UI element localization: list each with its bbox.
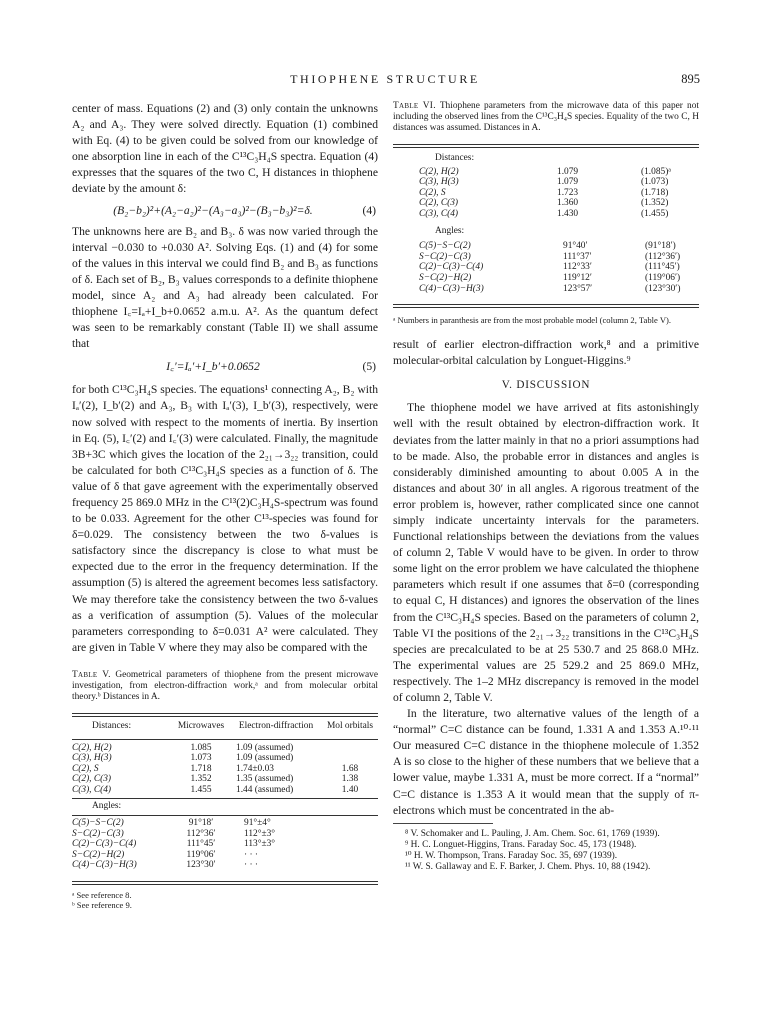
table-vi-angles-row	[393, 220, 699, 242]
reference-item: ⁹ H. C. Longuet-Higgins, Trans. Faraday Soc. 45, 173 (1948).	[405, 839, 637, 850]
table-cell: (119°06′)	[645, 272, 681, 283]
table-cell: C(2), H(2)	[72, 742, 112, 753]
table-vi-caption	[393, 101, 699, 134]
table-cell: 1.09 (assumed)	[236, 742, 294, 753]
table-cell: S−C(2)−C(3)	[419, 251, 471, 262]
table-cell: C(3), H(3)	[419, 177, 459, 188]
table-v-top-rule	[72, 713, 378, 717]
left-paragraph-1: center of mass. Equations (2) and (3) only contain the unknowns A₂ and A₃. They were solved directly. Equation (1) combined with Eq. (4) to be given could be solved from our knowledge of one absorption line in each of the C¹³C₃H₄S spectra. Equation (4) expresses that the squares of the two C, H distances in thiophene deviate by the amount δ:	[72, 102, 378, 196]
table-vi-row	[393, 284, 699, 295]
table-cell: 1.079	[557, 177, 579, 188]
left-paragraph-3: for both C¹³C₃H₄S species. The equations¹ connecting A₂, B₂ with Iₐ′(2), I_b′(2) and A₃, B₃ with Iₐ′(3), I_b′(3), respectively, were now solved with respect to the moments of inertia. By insertion in Eq. (5), I꜀′(2) and I꜀′(3) were calculated. Finally, the magnitude 3B+3C which gives the location of the 2₂₁→3₂₂ transition, could be calculated for both C¹³C₃H₄S species as a function of δ. The value of δ that gave agreement with the experimentally observed frequency 25 869.0 MHz in the C¹³(2)C₃H₄S-spectrum was found to be 0.033. Agreement for the other C¹³-species was found for δ=0.029. The consistency between the two δ-values is satisfactory since the discrepancy is close to what must be expected due to the error in the frequency determination. If the assumption (5) is altered the agreement becomes less satisfactory. We may therefore take the consistency between the two δ-values as a verification of assumption (5). Values of the molecular parameters corresponding to δ=0.031 A² were calculated. They are given in Table V where they may also be compared with the	[72, 383, 378, 654]
table-v-caption	[72, 670, 378, 703]
table-cell: 1.455	[190, 784, 212, 795]
table-cell: (1.718)	[641, 187, 669, 198]
table-cell: 112°36′	[186, 828, 216, 839]
table-cell: 1.073	[190, 753, 212, 764]
table-v-label: Table V.	[72, 669, 111, 680]
table-vi-row	[393, 198, 699, 209]
table-cell	[322, 753, 378, 764]
table-cell: 1.74±0.03	[236, 763, 274, 774]
table-cell: C(2), H(2)	[419, 166, 459, 177]
table-cell: 1.723	[557, 187, 579, 198]
table-cell: 91°40′	[563, 241, 588, 252]
table-cell: 113°±3°	[244, 839, 276, 850]
table-cell: C(2), C(3)	[72, 774, 112, 785]
table-cell: 112°33′	[563, 262, 592, 273]
table-cell: C(2), S	[72, 763, 99, 774]
table-cell: S−C(2)−H(2)	[419, 272, 472, 283]
table-cell: C(5)−S−C(2)	[419, 241, 471, 252]
table-cell: (123°30′)	[645, 283, 681, 294]
table-v-col-header: Distances:	[92, 720, 132, 731]
equation-4	[72, 203, 378, 219]
table-cell: 1.085	[190, 742, 212, 753]
table-v-footnotes	[72, 890, 378, 910]
table-cell: (91°18′)	[645, 241, 676, 252]
reference-item: ⁸ V. Schomaker and L. Pauling, J. Am. Chem. Soc. 61, 1769 (1939).	[405, 828, 660, 839]
table-cell: C(2), C(3)	[419, 198, 459, 209]
table-cell: 1.352	[190, 774, 212, 785]
table-cell: (111°45′)	[645, 262, 680, 273]
table-cell: S−C(2)−C(3)	[72, 828, 124, 839]
table-vi-distances-label: Distances:	[435, 153, 475, 163]
table-vi-row	[393, 188, 699, 199]
table-cell: C(3), H(3)	[72, 753, 112, 764]
equation-4-number: (4)	[362, 203, 376, 217]
table-v-angles-row	[72, 799, 378, 815]
table-cell: 123°57′	[563, 283, 593, 294]
table-vi	[393, 101, 699, 325]
equation-5-text: I꜀′=Iₐ′+I_b′+0.0652	[166, 360, 260, 374]
table-cell: C(2)−C(3)−C(4)	[419, 262, 484, 273]
table-vi-bottom-rule	[393, 304, 699, 308]
table-v-grid	[72, 721, 378, 871]
table-cell: 111°45′	[186, 839, 216, 850]
table-cell: (1.352)	[641, 198, 669, 209]
table-cell: 1.38	[341, 774, 359, 785]
table-cell: 1.360	[557, 198, 579, 209]
table-cell: C(3), C(4)	[72, 784, 112, 795]
table-v-row	[72, 818, 378, 829]
table-v-angles-rule	[72, 815, 378, 816]
table-cell: C(2)−C(3)−C(4)	[72, 839, 137, 850]
table-cell: 1.079	[557, 166, 579, 177]
table-vi-footnote: ᵃ Numbers in paranthesis are from the most probable model (column 2, Table V).	[393, 315, 672, 326]
reference-item: ¹⁰ H. W. Thompson, Trans. Faraday Soc. 35, 697 (1939).	[405, 850, 618, 861]
table-vi-row	[393, 252, 699, 263]
section-heading-discussion: V. DISCUSSION	[501, 379, 591, 392]
table-vi-label: Table VI.	[393, 101, 436, 111]
table-v-row	[72, 850, 378, 861]
running-header	[70, 72, 700, 88]
table-v-row	[72, 839, 378, 850]
right-paragraph-3: In the literature, two alternative values of the length of a “normal” C=C distance can be found, 1.331 A and 1.353 A.¹⁰·¹¹ Our measured C=C distance in the thiophene molecule of 1.352 A is so close to the higher of these numbers that we believe that a lower value, maybe 1.331 A, must be more correct. If a “normal” C=C distance is 1.353 A it would mean that the supply of π-electrons which must be concentrated in the ab-	[393, 707, 699, 817]
table-v-col-header: Mol orbitals	[326, 720, 374, 731]
table-v-row	[72, 829, 378, 840]
table-cell: 1.44 (assumed)	[236, 784, 294, 795]
table-cell: 91°18′	[188, 818, 214, 829]
table-v-row	[72, 764, 378, 775]
table-cell: 1.40	[341, 784, 359, 795]
table-cell: C(4)−C(3)−H(3)	[72, 860, 137, 871]
table-v-col-header: Microwaves	[177, 720, 225, 731]
table-v-row	[72, 860, 378, 871]
table-cell	[322, 743, 378, 754]
table-cell: 1.718	[190, 763, 212, 774]
table-vi-top-rule	[393, 144, 699, 148]
table-cell: (1.085)ᵃ	[641, 166, 671, 177]
table-cell: 1.09 (assumed)	[236, 753, 294, 764]
running-title: THIOPHENE STRUCTURE	[290, 72, 480, 86]
equation-5	[72, 359, 378, 375]
table-v-bottom-rule	[72, 881, 378, 885]
equation-4-text: (B₂−b₂)²+(A₂−a₂)²−(A₃−a₃)²−(B₃−b₃)²=δ.	[113, 203, 313, 217]
table-v-row	[72, 743, 378, 754]
table-cell: C(2), S	[419, 187, 446, 198]
table-cell: 119°06′	[186, 849, 216, 860]
table-cell: 119°12′	[563, 272, 592, 283]
table-v-caption-text: Geometrical parameters of thiophene from the present microwave investigation, from electron-diffraction work,ᵃ and from molecular orbital theory.ᵇ Distances in A.	[72, 669, 378, 702]
table-vi-distances-row	[393, 153, 699, 167]
table-cell: 111°37′	[563, 251, 592, 262]
table-v-row	[72, 785, 378, 796]
table-cell: (1.455)	[641, 208, 669, 219]
table-vi-row	[393, 241, 699, 252]
references	[393, 829, 699, 873]
table-cell: 112°±3°	[244, 828, 276, 839]
table-vi-row	[393, 273, 699, 284]
right-column	[393, 101, 699, 873]
table-v	[72, 670, 378, 910]
right-paragraph-1: result of earlier electron-diffraction work,⁸ and a primitive molecular-orbital calculation by Longuet-Higgins.⁹	[393, 338, 699, 368]
table-cell: C(5)−S−C(2)	[72, 818, 124, 829]
reference-item: ¹¹ W. S. Gallaway and E. F. Barker, J. Chem. Phys. 10, 88 (1942).	[405, 861, 651, 872]
table-v-row	[72, 774, 378, 785]
table-vi-row	[393, 167, 699, 178]
right-paragraph-2: The thiophene model we have arrived at fits astonishingly well with the result obtained by electron-diffraction work. It deviates from the latter mainly in that no a priori assumptions had to be made. Also, the probable error in distances and angles is considerably diminished amounting to about 0.005 A in the distances and about 30′ in all angles. A rigorous treatment of the error problem is, however, rather complicated since one cannot simply indicate uncertainty intervals for the parameters. Functional relationships between the deviations from the values of column 2, Table V would have to be given. In order to throw some light on the error problem we have calculated the thiophene parameters which result if one assumes that δ=0 (corresponding to equal C, H distances) and ignores the observation of the lines from the C¹³C₃H₄S species. Based on the parameters of column 2, Table VI the positions of the 2₂₁→3₂₂ transitions in the C¹³C₃H₄S species are precalculated to be at 25 530.7 and 25 868.0 MHz. The experimental values are 25 529.2 and 25 869.0 MHz, respectively. The 1–2 MHz discrepancy is removed in the model of column 2, Table V.	[393, 401, 699, 704]
table-v-angles-label: Angles:	[92, 801, 122, 812]
table-cell: 1.35 (assumed)	[236, 774, 294, 785]
table-cell: 1.430	[557, 208, 579, 219]
table-cell: 91°±4°	[244, 818, 271, 829]
left-paragraph-2: The unknowns here are B₂ and B₃. δ was now varied through the interval −0.030 to +0.030 A². Solving Eqs. (1) and (4) for some of the values in this interval we could find B₂ and B₃ as functions of δ. Each set of B₂, B₃ values corresponds to a definite thiophene model, since A₂ and A₃ had already been calculated. For thiophene I꜀=Iₐ+I_b+0.0652 a.m.u. A². As the quantum defect was seen to be remarkably constant (Table II) we shall assume that	[72, 224, 378, 351]
left-column	[72, 101, 378, 910]
table-vi-caption-text: Thiophene parameters from the microwave data of this paper not including the observed lines from the C¹³C₃H₄S species. Equality of the two C, H distances was assumed. Distances in A.	[393, 101, 699, 133]
table-v-row	[72, 753, 378, 764]
table-cell: (1.073)	[641, 177, 669, 188]
table-v-header-row	[72, 721, 378, 736]
table-vi-grid	[393, 153, 699, 294]
table-cell: · · ·	[244, 860, 259, 871]
table-cell: C(3), C(4)	[419, 208, 459, 219]
page-number: 895	[681, 72, 700, 86]
table-v-header-rule	[72, 739, 378, 740]
equation-5-number: (5)	[362, 360, 376, 374]
table-cell: (112°36′)	[645, 251, 681, 262]
table-cell: C(4)−C(3)−H(3)	[419, 283, 484, 294]
references-rule	[393, 823, 493, 824]
table-vi-row	[393, 177, 699, 188]
table-vi-angles-label: Angles:	[435, 225, 465, 236]
table-v-footnote-a: ᵃ See reference 8.	[72, 890, 132, 901]
table-v-footnote-b: ᵇ See reference 9.	[72, 900, 132, 911]
table-v-col-header: Electron-diffraction	[238, 720, 314, 731]
table-cell: · · ·	[244, 849, 259, 860]
table-vi-row	[393, 209, 699, 220]
table-cell: S−C(2)−H(2)	[72, 849, 125, 860]
table-cell: 1.68	[341, 763, 359, 774]
table-cell: 123°30′	[186, 860, 216, 871]
table-vi-row	[393, 262, 699, 273]
